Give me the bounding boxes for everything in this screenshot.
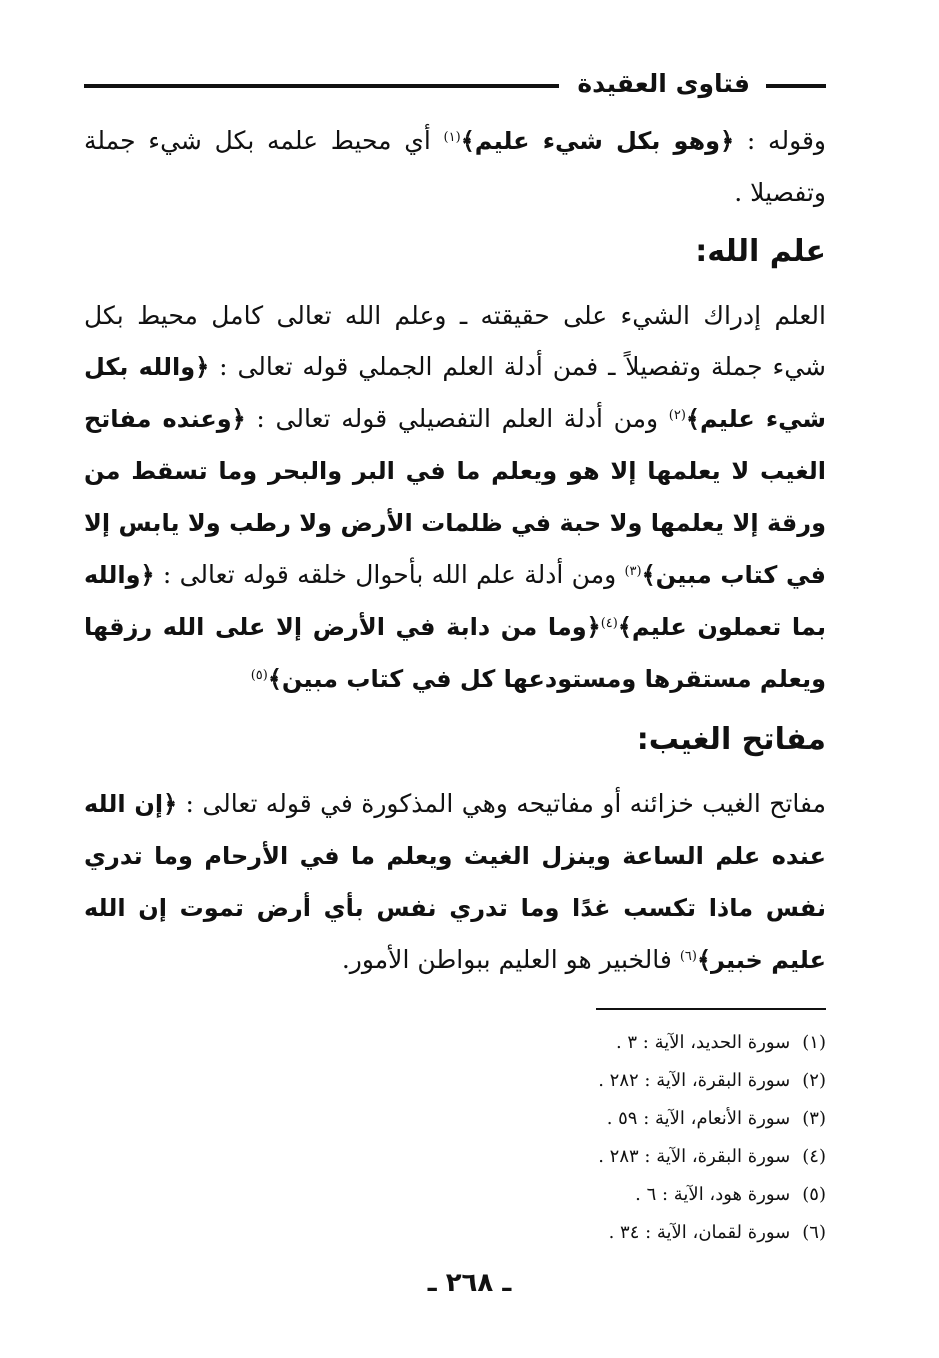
- footnote-separator: [596, 1008, 826, 1010]
- footnote-item: [598, 1214, 826, 1252]
- footnote-number: (٦): [802, 1222, 826, 1243]
- intro-paragraph: [84, 115, 826, 218]
- footnote-text: سورة الحديد، الآية : ٣ .: [615, 1032, 791, 1053]
- intro-prefix: وقوله :: [734, 126, 827, 155]
- footnote-ref: (٦): [679, 949, 697, 964]
- footnotes-list: [598, 1024, 826, 1252]
- footnote-text: سورة لقمان، الآية : ٣٤ .: [608, 1222, 791, 1243]
- quran-verse: ﴿وما من دابة في الأرض إلا على الله رزقها ويعلم مستقرها ومستودعها كل في كتاب مبين﴾: [84, 613, 826, 693]
- running-header: [84, 68, 826, 104]
- footnote-number: (٤): [802, 1146, 826, 1167]
- footnote-ref: (١): [443, 130, 461, 145]
- knowledge-paragraph: [84, 290, 826, 705]
- header-rule-right: [766, 84, 826, 88]
- footnote-text: سورة هود، الآية : ٦ .: [635, 1184, 791, 1205]
- header-rule-left: [84, 84, 559, 88]
- footnote-number: (٥): [802, 1184, 826, 1205]
- footnote-item: [598, 1024, 826, 1062]
- footnote-text: سورة الأنعام، الآية : ٥٩ .: [606, 1108, 791, 1129]
- footnote-item: [598, 1176, 826, 1214]
- footnote-item: [598, 1062, 826, 1100]
- footnote-ref: (٢): [668, 408, 686, 423]
- quran-verse: ﴿والله بكل شيء عليم﴾: [84, 353, 826, 433]
- quran-verse: ﴿وهو بكل شيء عليم﴾: [460, 127, 735, 155]
- body-text: فالخبير هو العليم ببواطن الأمور.: [341, 945, 680, 974]
- footnote-item: [598, 1100, 826, 1138]
- body-text: ومن أدلة علم الله بأحوال خلقه قوله تعالى :: [154, 560, 625, 589]
- footnote-number: (٢): [802, 1070, 826, 1091]
- footnote-number: (١): [802, 1032, 826, 1053]
- page-number: ـ ٢٦٨ ـ: [427, 1268, 512, 1298]
- keys-paragraph: [84, 778, 826, 986]
- quran-verse: ﴿وعنده مفاتح الغيب لا يعلمها إلا هو ويعلم ما في البر والبحر وما تسقط من ورقة إلا يعلمها ولا حبة في ظلمات الأرض ولا رطب ولا يابس إلا في كتاب مبين﴾: [84, 405, 826, 589]
- quran-verse: ﴿إن الله عنده علم الساعة وينزل الغيث ويعلم ما في الأرحام وما تدري نفس ماذا تكسب غدًا وما تدري نفس بأي أرض تموت إن الله عليم خبير﴾: [84, 790, 826, 974]
- footnote-ref: (٤): [600, 616, 618, 631]
- footnote-text: سورة البقرة، الآية : ٢٨٢ .: [598, 1070, 791, 1091]
- quran-verse: ﴿والله بما تعملون عليم﴾: [84, 561, 827, 641]
- body-text: العلم إدراك الشيء على حقيقته ـ وعلم الله تعالى كامل محيط بكل شيء جملة وتفصيلاً ـ فمن أدلة العلم الجملي قوله تعالى :: [84, 301, 826, 381]
- footnote-ref: (٣): [624, 564, 642, 579]
- body-text: مفاتح الغيب خزائنه أو مفاتيحه وهي المذكورة في قوله تعالى :: [177, 789, 827, 818]
- footnote-text: سورة البقرة، الآية : ٢٨٣ .: [598, 1146, 791, 1167]
- footnote-item: [598, 1138, 826, 1176]
- book-title: فتاوى العقيدة: [577, 69, 750, 98]
- footnote-number: (٣): [802, 1108, 826, 1129]
- body-text: ومن أدلة العلم التفصيلي قوله تعالى :: [245, 404, 669, 433]
- intro-text: أي محيط علمه بكل شيء جملة وتفصيلا .: [84, 126, 826, 207]
- section-heading-keys-of-unseen: مفاتح الغيب:: [636, 722, 826, 757]
- footnote-ref: (٥): [250, 668, 268, 683]
- section-heading-knowledge: علم الله:: [695, 234, 826, 269]
